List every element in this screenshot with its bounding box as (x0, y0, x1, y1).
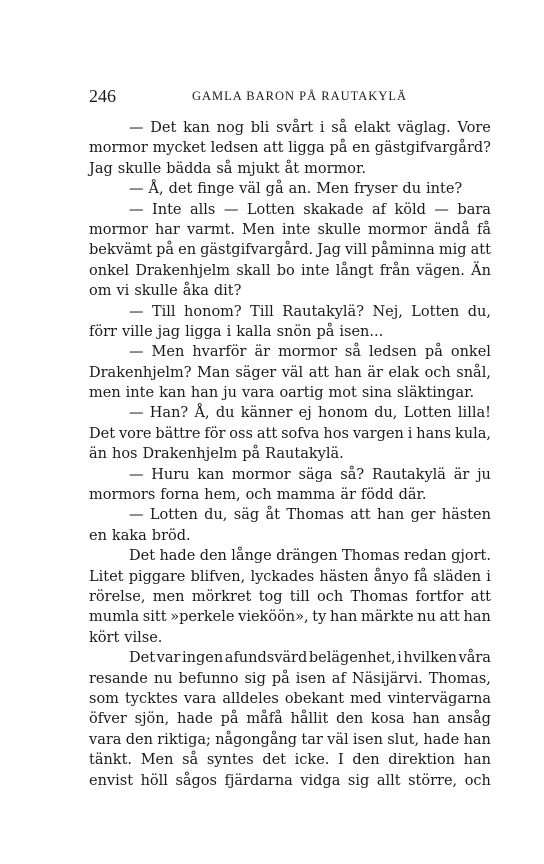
text-line: en kaka bröd. (89, 527, 191, 544)
text-line: envist höll sågos fjärdarna vidga sig allt större, och (89, 772, 491, 789)
text-line: mormor mycket ledsen att ligga på en gästgifvargård? (89, 140, 491, 157)
running-title: GAMLA BARON PÅ RAUTAKYLÄ (192, 89, 408, 103)
text-line: öfver sjön, hade på måfå hållit den kosa han ansåg (89, 711, 491, 728)
text-line: — Inte alls — Lotten skakade af köld — bara (129, 201, 491, 218)
text-line: vara den riktiga; någongång tar väl isen slut, hade han (89, 731, 491, 748)
text-line: men inte kan han ju vara oartig mot sina släktingar. (89, 385, 475, 402)
text-line: — Det kan nog bli svårt i så elakt väglag. Vore (129, 120, 491, 136)
text-line: bekvämt på en gästgifvargård. Jag vill påminna mig att (89, 242, 491, 259)
text-line: om vi skulle åka dit? (89, 283, 242, 300)
text-line: Det vore bättre för oss att sofva hos vargen i hans kula, (89, 425, 491, 442)
text-line: Drakenhjelm? Man säger väl att han är elak och snål, (89, 364, 491, 381)
text-line: mumla sitt »perkele vieköön», ty han märkte nu att han (89, 609, 491, 626)
text-line: rörelse, men mörkret tog till och Thomas fortfor att (89, 588, 491, 605)
text-line: kört vilse. (89, 629, 163, 646)
text-line: resande nu befunno sig på isen af Näsijärvi. Thomas, (89, 670, 491, 687)
text-line: — Till honom? Till Rautakylä? Nej, Lotten du, (129, 303, 491, 320)
text-line: Jag skulle bädda så mjukt åt mormor. (89, 160, 366, 177)
text-line: mormors forna hem, och mamma är född där. (89, 487, 427, 504)
text-line: — Lotten du, säg åt Thomas att han ger hästen (129, 507, 491, 524)
body-text (89, 118, 491, 791)
text-line: än hos Drakenhjelm på Rautakylä. (89, 446, 344, 463)
running-head (89, 86, 491, 106)
text-line: förr ville jag ligga i kalla snön på isen... (89, 323, 384, 340)
text-line: — Han? Å, du känner ej honom du, Lotten lilla! (129, 405, 491, 422)
text-line: mormor har varmt. Men inte skulle mormor ändå få (89, 221, 491, 238)
text-line: — Å, det finge väl gå an. Men fryser du inte? (129, 181, 463, 198)
text-line: tänkt. Men så syntes det icke. I den direktion han (89, 752, 491, 769)
text-line: onkel Drakenhjelm skall bo inte långt från vägen. Än (89, 262, 491, 279)
text-line: Litet piggare blifven, lyckades hästen ånyo få släden i (89, 568, 491, 585)
text-line: — Huru kan mormor säga så? Rautakylä är ju (129, 466, 491, 483)
text-line: Det var ingen afundsvärd belägenhet, i hvilken våra (129, 650, 491, 667)
text-line: — Men hvarför är mormor så ledsen på onkel (129, 344, 491, 361)
page-number: 246 (89, 86, 116, 106)
text-line: Det hade den långe drängen Thomas redan gjort. (129, 548, 491, 565)
text-line: som tycktes vara alldeles obekant med vintervägarna (89, 690, 491, 707)
